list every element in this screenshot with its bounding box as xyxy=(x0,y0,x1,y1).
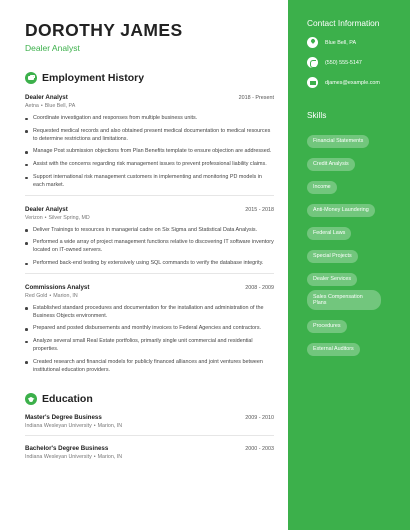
skill-pill: Credit Analysis xyxy=(307,158,355,172)
school-line: Indiana Wesleyan University • Marion, IN xyxy=(25,454,123,461)
contact-phone-text: (550) 555-5147 xyxy=(325,59,362,66)
divider xyxy=(25,195,274,196)
job-location: Blue Bell, PA xyxy=(44,103,76,109)
education-heading xyxy=(25,393,274,405)
job-company-line: Red Gold • Marion, IN xyxy=(25,292,78,299)
skill-pill: Sales Compensation Plans xyxy=(307,290,381,310)
job-company-line: Verizon • Silver Spring, MD xyxy=(25,214,90,221)
school-location: Marion, IN xyxy=(97,423,123,430)
job-company: Verizon xyxy=(25,214,43,221)
mail-icon xyxy=(307,77,318,88)
degree-title: Master's Degree Business xyxy=(25,414,102,422)
candidate-name: DOROTHY JAMES xyxy=(25,20,183,40)
phone-icon xyxy=(307,57,318,68)
job-dates: 2015 - 2018 xyxy=(245,206,274,213)
education-title: Education xyxy=(42,393,93,406)
education-entry xyxy=(25,414,274,436)
degree-dates: 2000 - 2003 xyxy=(245,446,274,453)
skills-list xyxy=(307,129,391,360)
skill-pill: Income xyxy=(307,181,337,195)
school-name: Indiana Wesleyan University xyxy=(25,454,92,461)
candidate-role: Dealer Analyst xyxy=(25,43,80,53)
briefcase-icon xyxy=(25,72,37,84)
job-bullet: Assist with the concerns regarding risk management issues to prevent professional liability claims. xyxy=(25,161,274,169)
education-entry xyxy=(25,445,274,460)
job-company: Red Gold xyxy=(25,292,48,299)
job-dates: 2008 - 2009 xyxy=(245,284,274,291)
map-pin-icon xyxy=(307,37,318,48)
job-bullets xyxy=(25,115,274,190)
degree-dates: 2009 - 2010 xyxy=(245,415,274,422)
job-dates: 2018 - Present xyxy=(238,95,274,101)
job-company: Aetna xyxy=(25,103,39,109)
skill-pill: Dealer Services xyxy=(307,273,357,287)
skill-pill: External Auditors xyxy=(307,343,360,357)
job-title: Dealer Analyst xyxy=(25,205,68,213)
school-line: Indiana Wesleyan University • Marion, IN xyxy=(25,423,123,430)
contact-email[interactable] xyxy=(307,77,391,88)
job-bullet: Prepared and posted disbursements and monthly invoices to Federal Agencies and contractors. xyxy=(25,325,274,333)
job-bullet: Requested medical records and also obtained present medical documentation to medical resources to determine restrictions and limitations. xyxy=(25,128,274,144)
skill-pill: Financial Statements xyxy=(307,135,369,149)
skill-pill: Special Projects xyxy=(307,250,358,264)
job-bullet: Analyze several small Real Estate portfolios, primarily single unit commercial and residential properties. xyxy=(25,338,274,354)
skill-pill: Anti-Money Laundering xyxy=(307,204,375,218)
divider xyxy=(25,273,274,274)
contact-location-text: Blue Bell, PA xyxy=(325,39,357,46)
school-name: Indiana Wesleyan University xyxy=(25,423,92,430)
job-location: Silver Spring, MD xyxy=(48,214,90,221)
job-bullets xyxy=(25,227,274,268)
contact-email-text[interactable]: djames@example.com xyxy=(325,79,380,86)
job-company-line: Aetna • Blue Bell, PA xyxy=(25,103,76,109)
job-bullet: Performed back-end testing by extensively using SQL commands to verify the database integrity. xyxy=(25,260,274,268)
experience-heading xyxy=(25,72,274,84)
skill-pill: Procedures xyxy=(307,320,347,334)
graduation-cap-icon xyxy=(25,393,37,405)
job-location: Marion, IN xyxy=(53,292,78,299)
job-title: Commissions Analyst xyxy=(25,283,90,291)
contact-phone xyxy=(307,57,391,68)
school-location: Marion, IN xyxy=(97,454,123,461)
job-entry xyxy=(25,94,274,196)
job-bullet: Coordinate investigation and responses from multiple business units. xyxy=(25,115,274,123)
degree-title: Bachelor's Degree Business xyxy=(25,445,109,453)
job-bullet: Performed a wide array of project management functions relative to discovering IT software inventory located on IT-owned servers. xyxy=(25,239,274,255)
sidebar xyxy=(288,0,410,530)
job-bullet: Manage Post submission objections from Plan Benefits template to ensure objection are addressed. xyxy=(25,148,274,156)
job-bullets xyxy=(25,305,274,375)
contact-title: Contact Information xyxy=(307,18,380,28)
job-bullet: Established standard procedures and documentation for the installation and administration of the Business Objects environment. xyxy=(25,305,274,321)
skills-title: Skills xyxy=(307,110,327,120)
job-bullet: Support international risk management customers in implementing and monitoring PD models in each market. xyxy=(25,174,274,190)
job-entry xyxy=(25,206,274,274)
experience-title: Employment History xyxy=(42,72,145,84)
job-title: Dealer Analyst xyxy=(25,94,68,101)
divider xyxy=(25,435,274,436)
skill-pill: Federal Laws xyxy=(307,227,351,241)
job-bullet: Deliver Trainings to resources in managerial cadre on Six Sigma and Statistical Data Analysis. xyxy=(25,227,274,235)
job-entry xyxy=(25,284,274,375)
contact-location xyxy=(307,37,391,48)
job-bullet: Created research and financial models for publicly financed alliances and joint ventures between institutional education providers. xyxy=(25,359,274,375)
